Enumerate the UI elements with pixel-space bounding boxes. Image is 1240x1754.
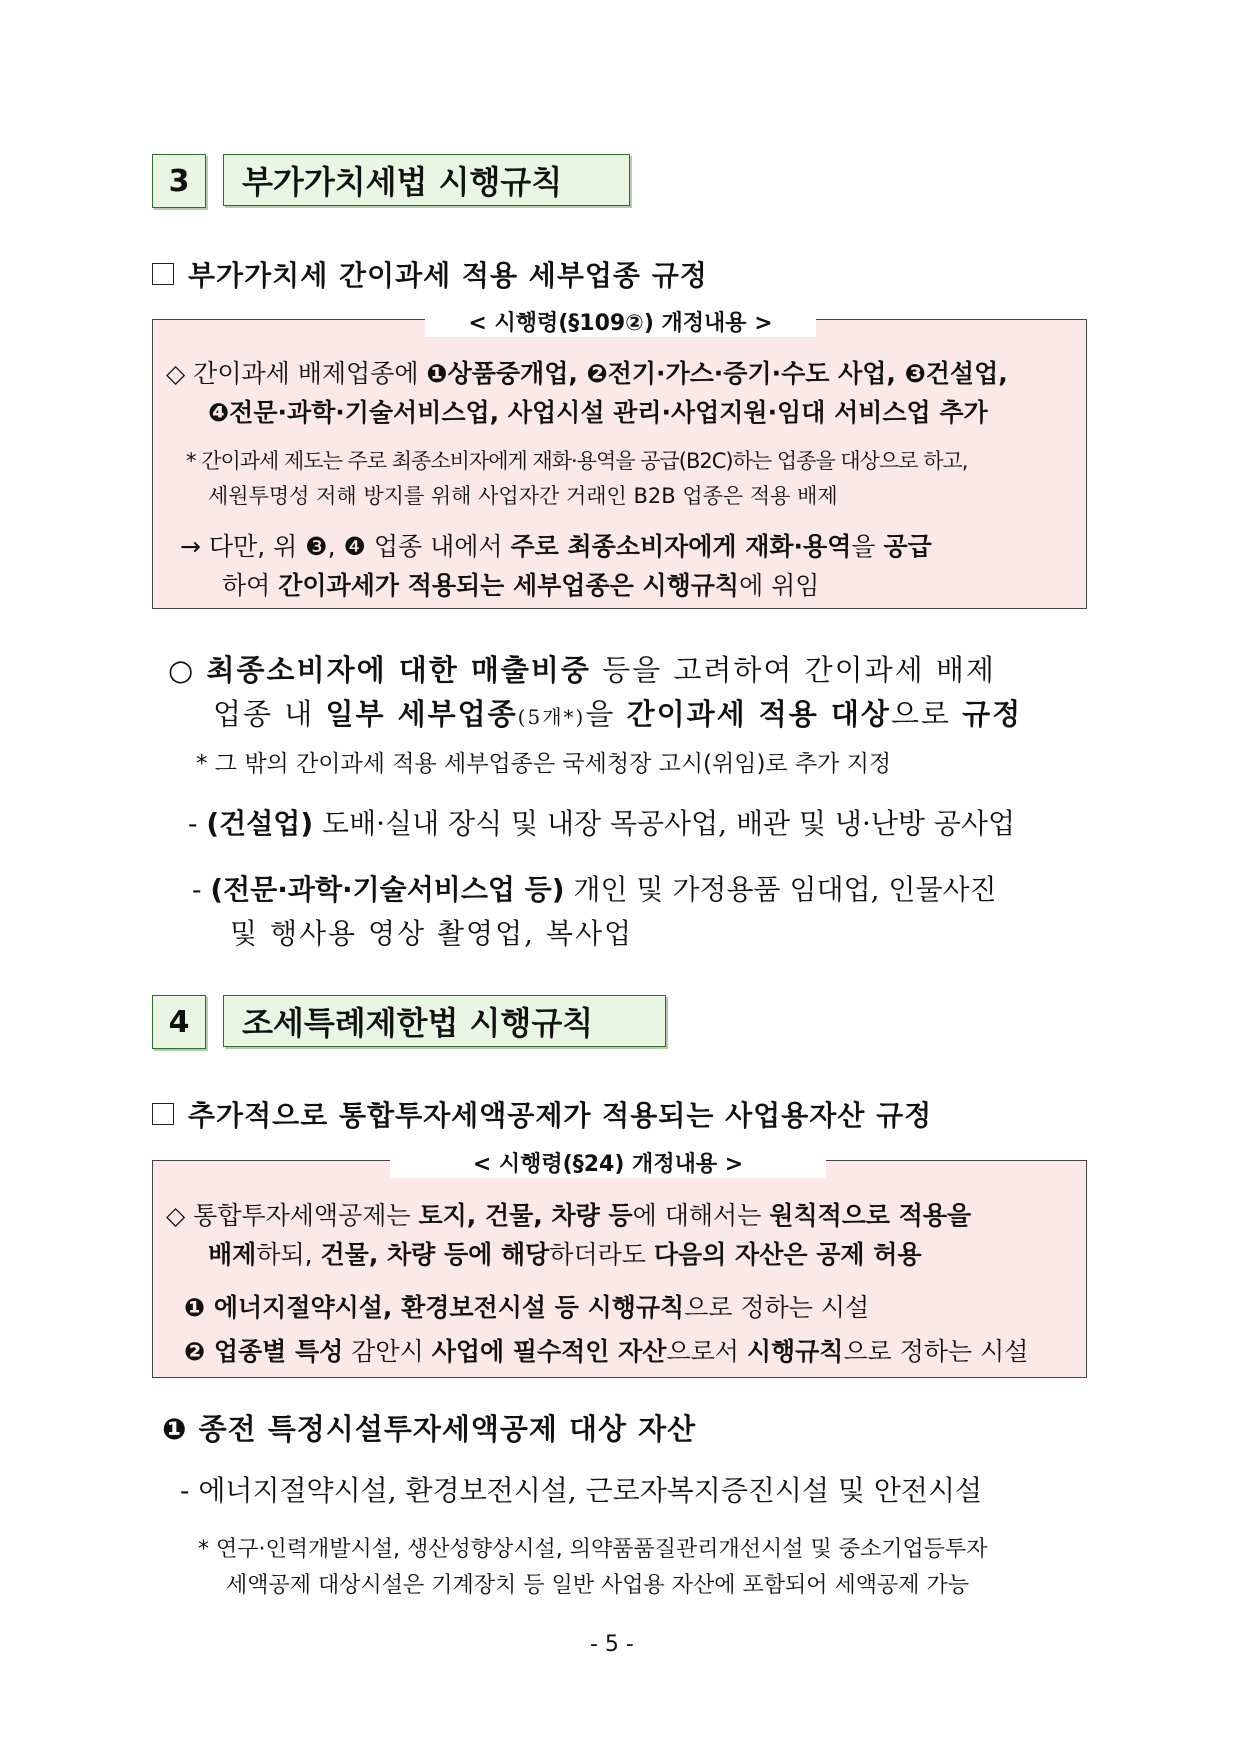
page-number: - 5 - — [590, 1632, 634, 1657]
heading-text: 추가적으로 통합투자세액공제가 적용되는 사업용자산 규정 — [188, 1099, 933, 1132]
box-line: ◇ 간이과세 배제업종에 ❶상품중개업, ❷전기·가스·증기·수도 사업, ❸건설업, — [166, 359, 1008, 388]
dash-item: - (전문·과학·기술서비스업 등) 개인 및 가정용품 임대업, 인물사진 — [192, 873, 997, 906]
circle-item: 업종 내 일부 세부업종(5개*)을 간이과세 적용 대상으로 규정 — [213, 697, 1023, 731]
amendment-box-label: < 시행령(§109②) 개정내용 > — [425, 306, 816, 337]
box-line: 배제하되, 건물, 차량 등에 해당하더라도 다음의 자산은 공제 허용 — [208, 1240, 922, 1269]
amendment-box-label: < 시행령(§24) 개정내용 > — [390, 1147, 826, 1178]
footnote: 세액공제 대상시설은 기계장치 등 일반 사업용 자산에 포함되어 세액공제 가능 — [226, 1573, 970, 1598]
section-4-title — [223, 995, 666, 1047]
section-4-number — [152, 995, 206, 1049]
box-line: ◇ 통합투자세액공제는 토지, 건물, 차량 등에 대해서는 원칙적으로 적용을 — [166, 1201, 972, 1230]
section-3-heading — [152, 254, 708, 294]
sub-heading: ❶ 종전 특정시설투자세액공제 대상 자산 — [162, 1412, 697, 1446]
section-4-heading — [152, 1094, 932, 1134]
section-title: 조세특례제한법 시행규칙 — [242, 1004, 594, 1042]
dash-item-continuation: 및 행사용 영상 촬영업, 복사업 — [230, 917, 634, 950]
box-arrow-line: → 다만, 위 ❸, ❹ 업종 내에서 주로 최종소비자에게 재화·용역을 공급 — [180, 532, 932, 561]
section-number: 3 — [168, 163, 190, 199]
box-note: 세원투명성 저해 방지를 위해 사업자간 거래인 B2B 업종은 적용 배제 — [208, 484, 838, 508]
box-note: * 간이과세 제도는 주로 최종소비자에게 재화·용역을 공급(B2C)하는 업종을 대상으로 하고, — [186, 449, 968, 473]
box-item: ❷ 업종별 특성 감안시 사업에 필수적인 자산으로서 시행규칙으로 정하는 시설 — [184, 1337, 1029, 1366]
dash-item: - (건설업) 도배·실내 장식 및 내장 목공사업, 배관 및 냉·난방 공사업 — [188, 807, 1015, 840]
square-bullet-icon — [152, 263, 174, 285]
square-bullet-icon — [152, 1103, 174, 1125]
section-3-title — [223, 154, 630, 206]
box-item: ❶ 에너지절약시설, 환경보전시설 등 시행규칙으로 정하는 시설 — [184, 1293, 870, 1322]
footnote: * 연구·인력개발시설, 생산성향상시설, 의약품품질관리개선시설 및 중소기업등투자 — [198, 1537, 988, 1562]
footnote: * 그 밖의 간이과세 적용 세부업종은 국세청장 고시(위임)로 추가 지정 — [196, 751, 892, 777]
section-3-number — [152, 154, 206, 208]
box-line: ❹전문·과학·기술서비스업, 사업시설 관리·사업지원·임대 서비스업 추가 — [208, 398, 988, 427]
section-number: 4 — [168, 1004, 190, 1040]
section-title: 부가가치세법 시행규칙 — [242, 163, 563, 201]
dash-item: - 에너지절약시설, 환경보전시설, 근로자복지증진시설 및 안전시설 — [180, 1474, 983, 1507]
box-arrow-line: 하여 간이과세가 적용되는 세부업종은 시행규칙에 위임 — [222, 571, 820, 600]
heading-text: 부가가치세 간이과세 적용 세부업종 규정 — [188, 259, 708, 292]
circle-item: ○ 최종소비자에 대한 매출비중 등을 고려하여 간이과세 배제 — [168, 653, 996, 687]
